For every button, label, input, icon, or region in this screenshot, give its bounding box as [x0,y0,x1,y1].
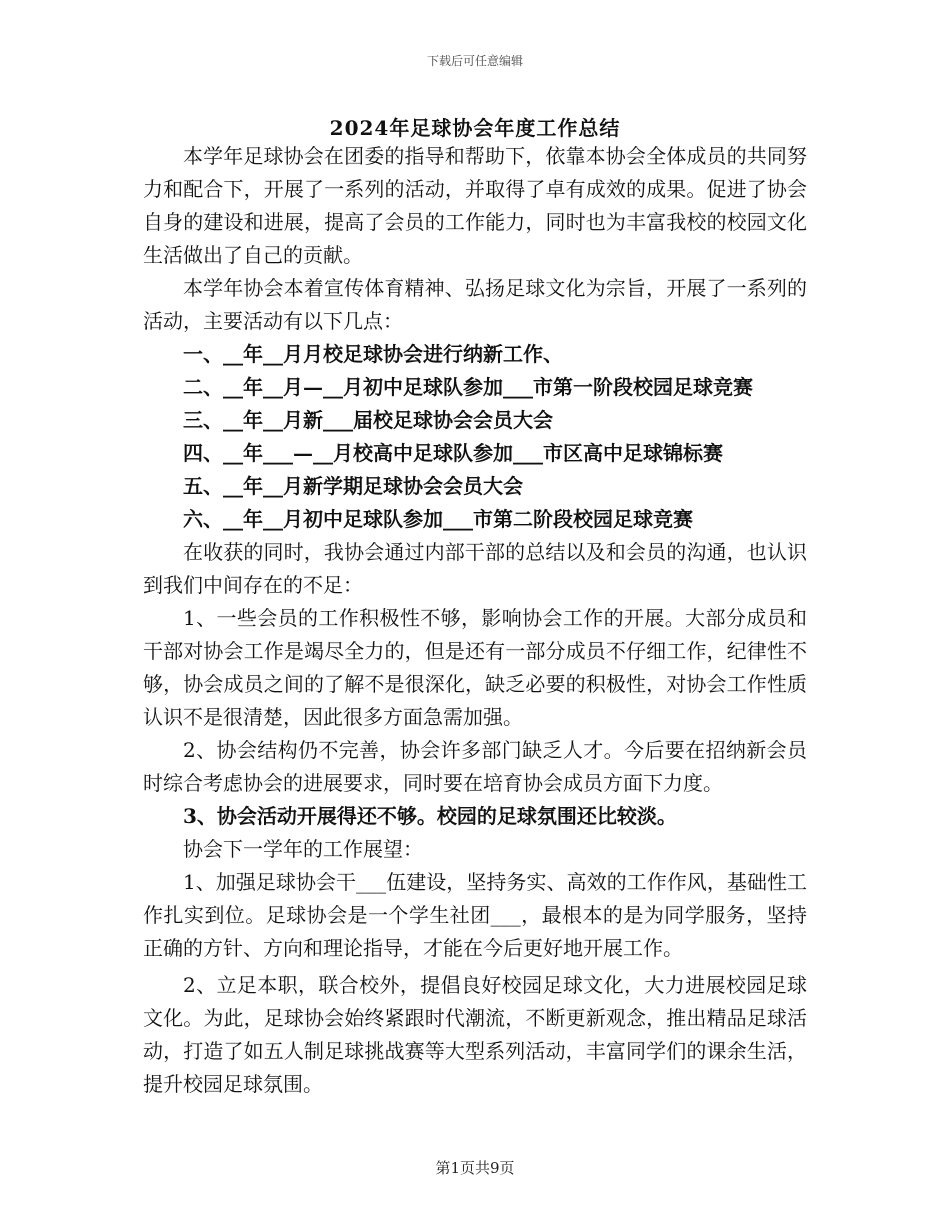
outlook-item-2: 2、立足本职，联合校外，提倡良好校园足球文化，大力进展校园足球文化。为此，足球协会始终紧跟时代潮流，不断更新观念，推出精品足球活动，打造了如五人制足球挑战赛等大型系列活动，丰富同学们的课余生活，提升校园足球氛围。 [143,973,807,1096]
activity-item-1: 一、__年__月月校足球协会进行纳新工作、 [183,342,563,366]
activity-item-6: 六、__年__月初中足球队参加___市第二阶段校园足球竞赛 [183,507,693,531]
paragraph-activities-intro: 本学年协会本着宣传体育精神、弘扬足球文化为宗旨，开展了一系列的活动，主要活动有以下几点： [143,276,807,333]
page-header: 下载后可任意编辑 [426,54,523,68]
document-body [143,140,807,1101]
activity-item-2: 二、__年__月—__月初中足球队参加___市第一阶段校园足球竞赛 [183,375,753,399]
paragraph-shortcomings-intro: 在收获的同时，我协会通过内部干部的总结以及和会员的沟通，也认识到我们中间存在的不足： [143,540,807,597]
shortcoming-item-1: 1、一些会员的工作积极性不够，影响协会工作的开展。大部分成员和干部对协会工作是竭尽全力的，但是还有一部分成员不仔细工作，纪律性不够，协会成员之间的了解不是很深化，缺乏必要的积极性，对协会工作性质认识不是很清楚，因此很多方面急需加强。 [143,606,807,729]
activity-item-4: 四、__年___—__月校高中足球队参加___市区高中足球锦标赛 [183,441,723,465]
paragraph-intro: 本学年足球协会在团委的指导和帮助下，依靠本协会全体成员的共同努力和配合下，开展了一系列的活动，并取得了卓有成效的成果。促进了协会自身的建设和进展，提高了会员的工作能力，同时也为丰富我校的校园文化生活做出了自己的贡献。 [143,144,807,267]
activity-item-5: 五、__年__月新学期足球协会会员大会 [183,474,523,498]
page-footer: 第1页共9页 [435,1159,515,1177]
document-title: 2024年足球协会年度工作总结 [329,116,621,140]
shortcoming-item-3: 3、协会活动开展得还不够。校园的足球氛围还比较淡。 [183,804,677,828]
paragraph-outlook-intro: 协会下一学年的工作展望： [183,837,423,861]
activity-item-3: 三、__年__月新___届校足球协会会员大会 [183,408,553,432]
outlook-item-1: 1、加强足球协会干___伍建设，坚持务实、高效的工作作风，基础性工作扎实到位。足球协会是一个学生社团___，最根本的是为同学服务，坚持正确的方针、方向和理论指导，才能在今后更好地开展工作。 [143,870,807,960]
shortcoming-item-2: 2、协会结构仍不完善，协会许多部门缺乏人才。今后要在招纳新会员时综合考虑协会的进展要求，同时要在培育协会成员方面下力度。 [143,738,807,795]
